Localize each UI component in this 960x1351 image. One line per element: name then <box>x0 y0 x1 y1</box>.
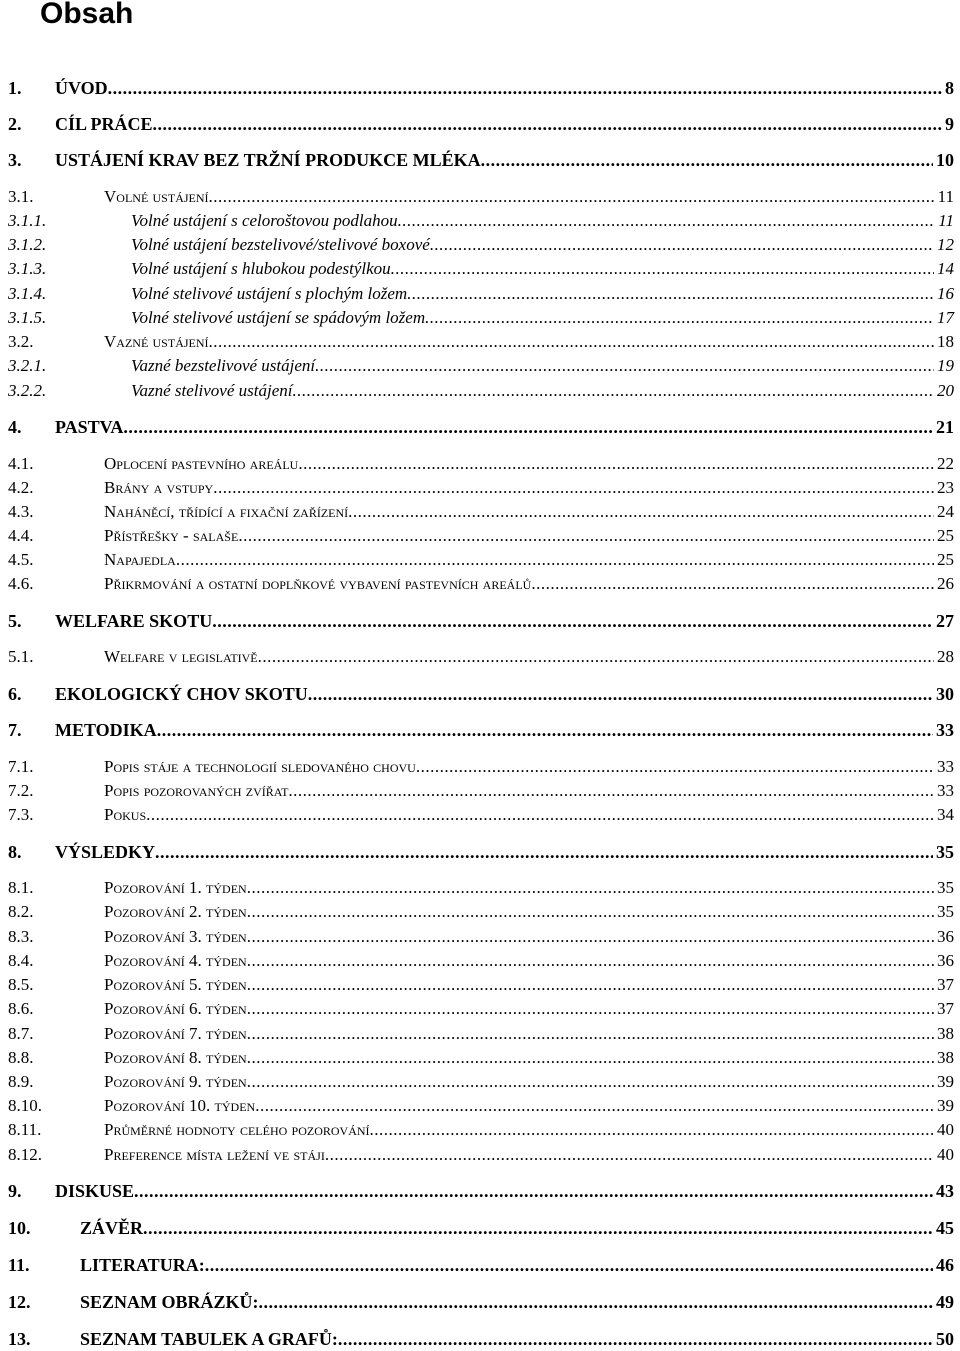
toc-entry-page-number: 40 <box>937 1145 954 1164</box>
toc-entry[interactable] <box>0 186 960 208</box>
toc-entry-title[interactable]: Průměrné hodnoty celého pozorování <box>104 1120 370 1139</box>
toc-entry[interactable] <box>0 1071 960 1093</box>
toc-entry-title[interactable]: Pokus <box>104 805 147 824</box>
toc-entry-title[interactable]: Volné stelivové ustájení se spádovým ložem <box>131 308 426 327</box>
toc-entry-number: 3.2. <box>8 332 34 351</box>
toc-entry-number: 3.1.3. <box>8 259 47 278</box>
toc-entry-title[interactable]: Oplocení pastevního areálu <box>104 454 299 473</box>
toc-entry-page-number: 27 <box>936 611 954 631</box>
toc-entry-page-number: 34 <box>937 805 954 824</box>
dot-leader <box>292 380 934 402</box>
toc-entry[interactable] <box>0 1095 960 1117</box>
toc-entry-page-number: 35 <box>937 878 954 897</box>
dot-leader <box>209 331 934 353</box>
toc-entry-title[interactable]: Volné stelivové ustájení s plochým ložem <box>131 284 408 303</box>
toc-entry[interactable] <box>0 683 960 705</box>
toc-entry-number: 4.3. <box>8 502 34 521</box>
toc-entry-page-number: 28 <box>937 647 954 666</box>
dot-leader <box>205 1254 933 1276</box>
toc-entry-number: 8.12. <box>8 1145 42 1164</box>
toc-entry[interactable] <box>0 1328 960 1350</box>
toc-entry[interactable] <box>0 998 960 1020</box>
dot-leader <box>134 1180 933 1202</box>
toc-entry-title[interactable]: Popis stáje a technologií sledovaného chovu <box>104 757 416 776</box>
toc-entry-number: 4.4. <box>8 526 34 545</box>
toc-entry-number: 8.6. <box>8 999 34 1018</box>
toc-entry-title[interactable]: Volné ustájení s hlubokou podestýlkou <box>131 259 391 278</box>
toc-entry-number: 3.1.4. <box>8 284 47 303</box>
dot-leader <box>247 901 934 923</box>
toc-entry-title[interactable]: Vazné bezstelivové ustájení <box>131 356 316 375</box>
toc-entry-title[interactable]: DISKUSE <box>55 1181 135 1201</box>
toc-entry-page-number: 37 <box>937 999 954 1018</box>
toc-entry-title[interactable]: Popis pozorovaných zvířat <box>104 781 289 800</box>
toc-entry-number: 4.1. <box>8 454 34 473</box>
toc-entry-title[interactable]: Přikrmování a ostatní doplňkové vybavení pastevních areálů <box>104 574 532 593</box>
toc-entry-number: 4. <box>8 417 22 437</box>
toc-entry[interactable] <box>0 210 960 232</box>
toc-entry-page-number: 23 <box>937 478 954 497</box>
toc-entry-number: 2. <box>8 114 22 134</box>
dot-leader <box>531 573 934 595</box>
toc-entry-title[interactable]: Pozorování 9. týden <box>104 1072 247 1091</box>
toc-entry[interactable] <box>0 234 960 256</box>
toc-entry-number: 4.5. <box>8 550 34 569</box>
toc-entry-page-number: 33 <box>937 757 954 776</box>
toc-entry[interactable] <box>0 646 960 668</box>
toc-entry-title[interactable]: Volné ustájení bezstelivové/stelivové boxové <box>131 235 430 254</box>
toc-entry-number: 5.1. <box>8 647 34 666</box>
dot-leader <box>212 610 933 632</box>
toc-entry-page-number: 35 <box>936 842 954 862</box>
toc-entry-page-number: 33 <box>937 781 954 800</box>
dot-leader <box>108 77 942 99</box>
toc-entry-number: 8.11. <box>8 1120 42 1139</box>
dot-leader <box>123 416 933 438</box>
dot-leader <box>416 756 934 778</box>
toc-entry-title[interactable]: LITERATURA: <box>80 1255 205 1275</box>
dot-leader <box>213 477 934 499</box>
toc-entry-number: 12. <box>8 1292 31 1312</box>
toc-entry-number: 8.10. <box>8 1096 42 1115</box>
toc-entry-number: 7.1. <box>8 757 34 776</box>
toc-entry-page-number: 43 <box>936 1181 954 1201</box>
dot-leader <box>308 683 933 705</box>
toc-entry-number: 3. <box>8 150 22 170</box>
toc-entry-page-number: 25 <box>937 550 954 569</box>
toc-entry[interactable] <box>0 380 960 402</box>
dot-leader <box>238 525 934 547</box>
toc-entry-page-number: 36 <box>937 951 954 970</box>
toc-entry-title[interactable]: Pozorování 4. týden <box>104 951 247 970</box>
dot-leader <box>407 283 934 305</box>
toc-entry-number: 8.2. <box>8 902 34 921</box>
dot-leader <box>247 1071 934 1093</box>
toc-entry[interactable] <box>0 804 960 826</box>
dot-leader <box>398 210 936 232</box>
toc-entry-title[interactable]: WELFARE SKOTU <box>55 611 213 631</box>
toc-entry[interactable] <box>0 1023 960 1045</box>
toc-entry-number: 7.2. <box>8 781 34 800</box>
toc-entry-title[interactable]: Preference místa ležení ve stáji <box>104 1145 325 1164</box>
toc-entry-number: 7. <box>8 720 22 740</box>
toc-entry-page-number: 37 <box>937 975 954 994</box>
toc-entry-page-number: 30 <box>936 684 954 704</box>
dot-leader <box>430 234 934 256</box>
toc-entry-number: 1. <box>8 78 22 98</box>
toc-entry[interactable] <box>0 1217 960 1239</box>
toc-entry-title[interactable]: Brány a vstupy <box>104 478 214 497</box>
toc-entry-title[interactable]: Volné ustájení <box>104 187 209 206</box>
toc-entry-number: 7.3. <box>8 805 34 824</box>
toc-entry[interactable] <box>0 416 960 438</box>
toc-entry-title[interactable]: Vazné stelivové ustájení <box>131 381 293 400</box>
toc-entry-title[interactable]: Pozorování 7. týden <box>104 1024 247 1043</box>
toc-entry-number: 5. <box>8 611 22 631</box>
toc-entry-page-number: 38 <box>937 1024 954 1043</box>
toc-entry-title[interactable]: Pozorování 8. týden <box>104 1048 247 1067</box>
toc-entry-number: 8.1. <box>8 878 34 897</box>
toc-entry[interactable] <box>0 1119 960 1141</box>
toc-entry-number: 8. <box>8 842 22 862</box>
dot-leader <box>247 877 934 899</box>
toc-entry-page-number: 17 <box>937 308 954 327</box>
toc-entry[interactable] <box>0 1291 960 1313</box>
toc-entry[interactable] <box>0 307 960 329</box>
toc-entry[interactable] <box>0 1144 960 1166</box>
toc-entry-page-number: 20 <box>937 381 954 400</box>
dot-leader <box>247 1047 934 1069</box>
dot-leader <box>255 1095 934 1117</box>
toc-entry-title[interactable]: Naháněcí, třídící a fixační zařízení <box>104 502 349 521</box>
toc-entry-page-number: 25 <box>937 526 954 545</box>
toc-entry-title[interactable]: Pozorování 6. týden <box>104 999 247 1018</box>
toc-entry-number: 10. <box>8 1218 31 1238</box>
dot-leader <box>143 1217 933 1239</box>
toc-entry-title[interactable]: USTÁJENÍ KRAV BEZ TRŽNÍ PRODUKCE MLÉKA <box>55 150 481 170</box>
toc-entry-page-number: 40 <box>937 1120 954 1139</box>
dot-leader <box>259 1291 933 1313</box>
toc-entry[interactable] <box>0 877 960 899</box>
toc-entry-page-number: 49 <box>936 1292 954 1312</box>
dot-leader <box>155 841 933 863</box>
toc-entry-page-number: 19 <box>937 356 954 375</box>
toc-entry[interactable] <box>0 149 960 171</box>
dot-leader <box>146 804 934 826</box>
toc-entry[interactable] <box>0 974 960 996</box>
toc-entry-number: 3.1.1. <box>8 211 47 230</box>
toc-entry-title[interactable]: Pozorování 2. týden <box>104 902 247 921</box>
toc-entry-page-number: 36 <box>937 927 954 946</box>
toc-entry-number: 8.4. <box>8 951 34 970</box>
dot-leader <box>348 501 934 523</box>
toc-entry-page-number: 46 <box>936 1255 954 1275</box>
toc-entry[interactable] <box>0 719 960 741</box>
dot-leader <box>153 113 942 135</box>
toc-entry-page-number: 38 <box>937 1048 954 1067</box>
toc-entry-page-number: 39 <box>937 1096 954 1115</box>
toc-entry-title[interactable]: PASTVA <box>55 417 124 437</box>
toc-entry-title[interactable]: Pozorování 5. týden <box>104 975 247 994</box>
dot-leader <box>338 1328 933 1350</box>
dot-leader <box>176 549 934 571</box>
toc-entry[interactable] <box>0 1047 960 1069</box>
toc-entry-number: 8.8. <box>8 1048 34 1067</box>
toc-entry-title[interactable]: METODIKA <box>55 720 157 740</box>
toc-entry-title[interactable]: Welfare v legislativě <box>104 647 258 666</box>
dot-leader <box>247 998 934 1020</box>
toc-entry-title[interactable]: VÝSLEDKY <box>55 842 156 862</box>
toc-entry-page-number: 8 <box>945 78 954 98</box>
toc-entry-page-number: 45 <box>936 1218 954 1238</box>
toc-entry-number: 3.2.2. <box>8 381 47 400</box>
toc-entry-number: 9. <box>8 1181 22 1201</box>
dot-leader <box>370 1119 934 1141</box>
toc-entry-title[interactable]: EKOLOGICKÝ CHOV SKOTU <box>55 684 308 704</box>
toc-entry[interactable] <box>0 926 960 948</box>
toc-entry[interactable] <box>0 283 960 305</box>
dot-leader <box>247 926 934 948</box>
toc-entry-number: 11. <box>8 1255 30 1275</box>
toc-entry-title[interactable]: Přístřešky - salaše <box>104 526 239 545</box>
toc-entry-title[interactable]: CÍL PRÁCE <box>55 114 153 134</box>
toc-entry[interactable] <box>0 549 960 571</box>
toc-entry-page-number: 22 <box>937 454 954 473</box>
toc-entry-page-number: 11 <box>937 187 954 206</box>
toc-entry-number: 13. <box>8 1329 31 1349</box>
toc-entry[interactable] <box>0 501 960 523</box>
dot-leader <box>315 355 934 377</box>
toc-entry-number: 4.2. <box>8 478 34 497</box>
toc-entry-number: 4.6. <box>8 574 34 593</box>
toc-entry[interactable] <box>0 1180 960 1202</box>
toc-entry-number: 3.1. <box>8 187 34 206</box>
toc-entry-page-number: 26 <box>937 574 954 593</box>
toc-entry-number: 3.1.2. <box>8 235 47 254</box>
toc-entry[interactable] <box>0 525 960 547</box>
toc-entry-title[interactable]: Pozorování 10. týden <box>104 1096 256 1115</box>
toc-entry-number: 3.2.1. <box>8 356 47 375</box>
toc-entry-page-number: 9 <box>945 114 954 134</box>
dot-leader <box>298 453 934 475</box>
dot-leader <box>325 1144 934 1166</box>
toc-entry[interactable] <box>0 477 960 499</box>
toc-entry-page-number: 10 <box>936 150 954 170</box>
toc-entry-title[interactable]: Napajedla <box>104 550 176 569</box>
toc-entry[interactable] <box>0 756 960 778</box>
dot-leader <box>247 974 934 996</box>
toc-entry-number: 8.9. <box>8 1072 34 1091</box>
toc-entry-page-number: 11 <box>938 211 954 230</box>
toc-entry-page-number: 14 <box>937 259 954 278</box>
toc-entry[interactable] <box>0 573 960 595</box>
dot-leader <box>391 258 934 280</box>
toc-entry-title[interactable]: ÚVOD <box>55 78 108 98</box>
toc-entry[interactable] <box>0 610 960 632</box>
toc-entry[interactable] <box>0 331 960 353</box>
toc-entry-title[interactable]: SEZNAM OBRÁZKŮ: <box>80 1292 259 1312</box>
dot-leader <box>157 719 933 741</box>
toc-entry[interactable] <box>0 950 960 972</box>
dot-leader <box>425 307 934 329</box>
toc-entry[interactable] <box>0 780 960 802</box>
toc-entry-title[interactable]: Volné ustájení s celoroštovou podlahou <box>131 211 398 230</box>
toc-entry[interactable] <box>0 258 960 280</box>
dot-leader <box>481 149 933 171</box>
toc-entry-number: 8.7. <box>8 1024 34 1043</box>
toc-entry[interactable] <box>0 355 960 377</box>
toc-entry-page-number: 21 <box>936 417 954 437</box>
toc-entry-page-number: 16 <box>937 284 954 303</box>
toc-entry[interactable] <box>0 1254 960 1276</box>
toc-entry-title[interactable]: Pozorování 3. týden <box>104 927 247 946</box>
dot-leader <box>258 646 934 668</box>
toc-entry-number: 8.5. <box>8 975 34 994</box>
dot-leader <box>247 1023 934 1045</box>
toc-entry-page-number: 35 <box>937 902 954 921</box>
toc-entry[interactable] <box>0 901 960 923</box>
toc-entry-title[interactable]: SEZNAM TABULEK A GRAFŮ: <box>80 1329 338 1349</box>
toc-entry[interactable] <box>0 453 960 475</box>
toc-entry-page-number: 24 <box>937 502 954 521</box>
toc-entry-title[interactable]: Vazné ustájení <box>104 332 209 351</box>
toc-entry-number: 6. <box>8 684 22 704</box>
toc-entry-page-number: 12 <box>937 235 954 254</box>
toc-entry-number: 8.3. <box>8 927 34 946</box>
toc-entry-title[interactable]: ZÁVĚR <box>80 1218 144 1238</box>
dot-leader <box>288 780 934 802</box>
toc-entry-page-number: 33 <box>936 720 954 740</box>
toc-entry-page-number: 39 <box>937 1072 954 1091</box>
toc-entry[interactable] <box>0 77 960 99</box>
dot-leader <box>209 186 935 208</box>
dot-leader <box>247 950 934 972</box>
toc-entry-title[interactable]: Pozorování 1. týden <box>104 878 247 897</box>
toc-entry-number: 3.1.5. <box>8 308 47 327</box>
toc-entry-page-number: 18 <box>937 332 954 351</box>
toc-entry[interactable] <box>0 113 960 135</box>
toc-entry[interactable] <box>0 841 960 863</box>
page-title: Obsah <box>40 0 134 30</box>
toc-entry-page-number: 50 <box>936 1329 954 1349</box>
